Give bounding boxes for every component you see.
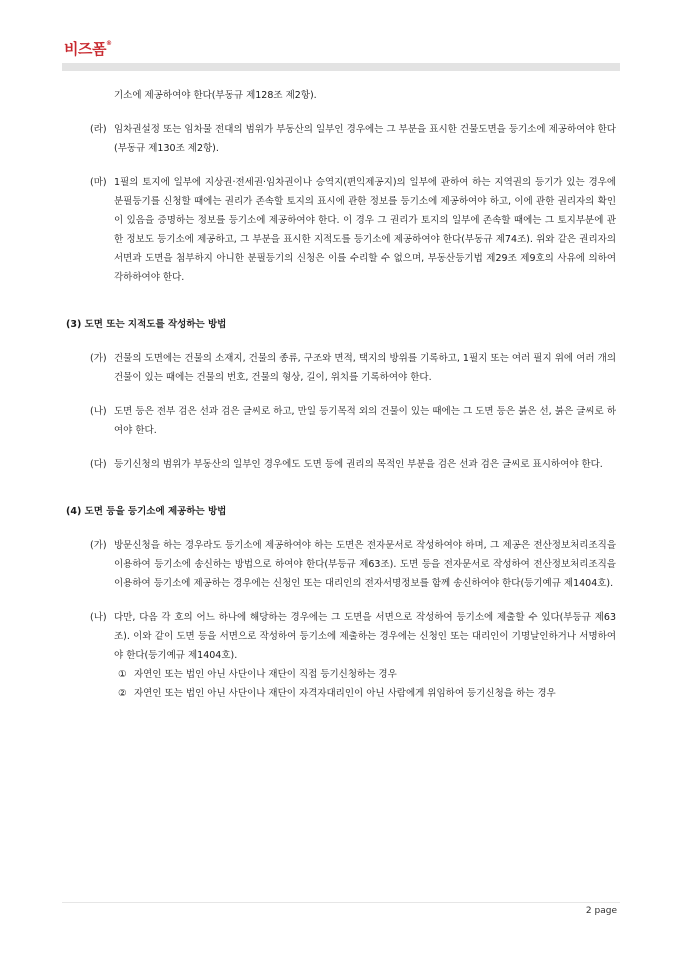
item-text: 1필의 토지에 일부에 지상권·전세권·임차권이나 승역지(편익제공지)의 일부에 관하여 하는 지역권의 등기가 있는 경우에 분필등기를 신청할 때에는 권리가 존속할 토지의 표시에 관한 정보를 등기소에 제공하여야 하고, 이에 관한 권리자의 확인이 있음을 증명하는 정보를 등기소에 제공하여야 한다. 이 경우 그 권리가 토지의 일부에 존속할 때에는 그 토지부분에 관한 정보도 등기소에 제공하고, 그 부분을 표시한 지적도를 등기소에 제공하여야 한다(부동규 제74조). 위와 같은 권리자의 서면과 도면을 첨부하지 아니한 분필등기의 신청은 이를 수리할 수 없으며, 부동산등기법 제29조 제9호의 사유에 의하여 각하하여야 한다.	[114, 177, 616, 283]
item-marker: (나)	[90, 612, 107, 623]
item-marker: (마)	[90, 177, 107, 188]
item-text: 임차권설정 또는 임차물 전대의 범위가 부동산의 일부인 경우에는 그 부분을 표시한 건물도면을 등기소에 제공하여야 한다(부동규 제130조 제2항).	[114, 124, 616, 154]
sub-item-2	[62, 684, 622, 703]
item-marker: (가)	[90, 353, 107, 364]
continued-paragraph: 기소에 제공하여야 한다(부동규 제128조 제2항).	[114, 90, 317, 101]
item-marker: (나)	[90, 406, 107, 417]
item-text: 도면 등은 전부 검은 선과 검은 글씨로 하고, 만일 등기목적 외의 건물이 있는 때에는 그 도면 등은 붉은 선, 붉은 글씨로 하여야 한다.	[114, 406, 616, 436]
bizform-logo: 비즈폼®	[64, 40, 112, 58]
item-text: 등기신청의 범위가 부동산의 일부인 경우에도 도면 등에 권리의 목적인 부분을 검은 선과 검은 글씨로 표시하여야 한다.	[114, 459, 603, 470]
sub-item-1	[62, 665, 622, 684]
section3-item-ga	[62, 349, 622, 387]
section4-item-na	[62, 608, 622, 665]
item-ra	[62, 120, 622, 158]
section4-item-ga	[62, 536, 622, 593]
item-marker: (다)	[90, 459, 107, 470]
item-text: 건물의 도면에는 건물의 소재지, 건물의 종류, 구조와 면적, 택지의 방위를 기록하고, 1필지 또는 여러 필지 위에 여러 개의 건물이 있는 때에는 건물의 번호, 건물의 형상, 길이, 위치를 기록하여야 한다.	[114, 353, 616, 383]
registered-mark: ®	[105, 40, 112, 47]
section-heading-4: (4) 도면 등을 등기소에 제공하는 방법	[66, 506, 227, 517]
section-heading-3: (3) 도면 또는 지적도를 작성하는 방법	[66, 319, 227, 330]
sub-item-text: 자연인 또는 법인 아닌 사단이나 재단이 직접 등기신청하는 경우	[134, 669, 397, 680]
section3-item-na	[62, 402, 622, 440]
item-marker: (가)	[90, 540, 107, 551]
document-body	[62, 86, 622, 703]
item-text: 다만, 다음 각 호의 어느 하나에 해당하는 경우에는 그 도면을 서면으로 작성하여 등기소에 제출할 수 있다(부등규 제63조). 이와 같이 도면 등을 서면으로 작성하여 등기소에 제출하는 경우에는 신청인 또는 대리인이 기명날인하거나 서명하여야 한다(등기예규 제1404호).	[114, 612, 616, 661]
sub-item-text: 자연인 또는 법인 아닌 사단이나 재단이 자격자대리인이 아닌 사람에게 위임하여 등기신청을 하는 경우	[134, 688, 556, 699]
footer-divider	[62, 902, 620, 903]
item-marker: (라)	[90, 124, 107, 135]
section3-item-da	[62, 455, 622, 474]
sub-item-marker: ②	[118, 688, 127, 699]
header-bar	[62, 63, 620, 71]
sub-item-marker: ①	[118, 669, 127, 680]
page-number: 2 page	[585, 906, 617, 916]
item-text: 방문신청을 하는 경우라도 등기소에 제공하여야 하는 도면은 전자문서로 작성하여야 하며, 그 제공은 전산정보처리조직을 이용하여 등기소에 송신하는 방법으로 하여야 한다(부등규 제63조). 도면 등을 전자문서로 작성하여 전산정보처리조직을 이용하여 등기소에 제공하는 경우에는 신청인 또는 대리인의 전자서명정보를 함께 송신하여야 한다(등기예규 제1404호).	[114, 540, 616, 589]
item-ma	[62, 173, 622, 287]
